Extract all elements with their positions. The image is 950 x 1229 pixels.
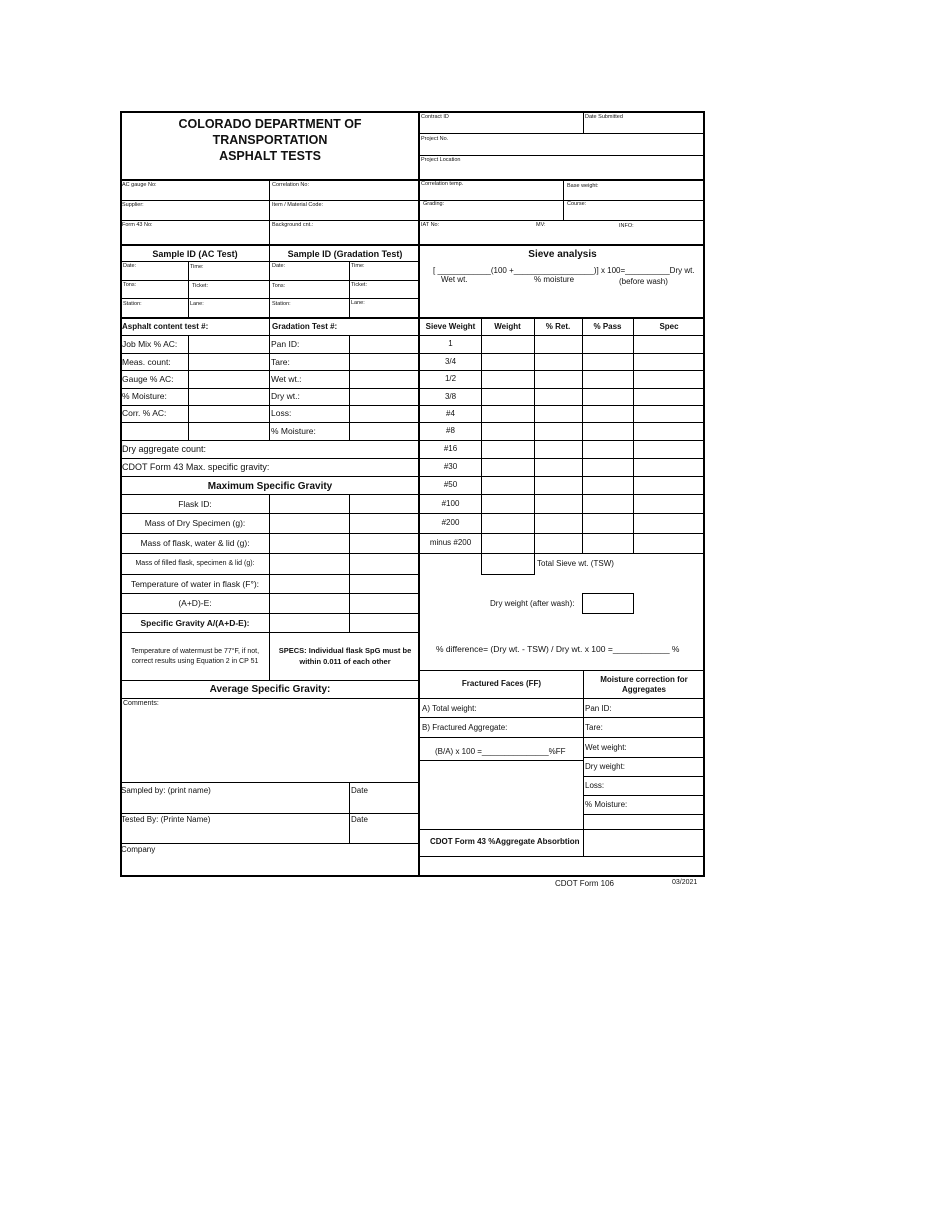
v-rule	[349, 494, 350, 632]
sieve-cell-input[interactable]	[482, 514, 533, 532]
max-sg-row-label: (A+D)-E:	[178, 598, 212, 608]
info-field[interactable]: INFO:	[619, 223, 634, 229]
gradation-row-label: Wet wt.:	[271, 374, 302, 384]
tested-date-label: Date	[351, 815, 368, 824]
moisture-correction-row-label: Dry weight:	[585, 762, 626, 771]
gradation-row-input[interactable]	[350, 354, 418, 370]
fractured-aggregate-label: B) Fractured Aggregate:	[422, 723, 508, 732]
h-rule	[419, 856, 705, 857]
sieve-cell-input[interactable]	[482, 389, 533, 404]
sieve-cell-input[interactable]	[583, 534, 632, 552]
grading-field[interactable]: Grading:	[423, 201, 445, 207]
sieve-cell-input[interactable]	[634, 371, 704, 387]
specs-note-line-2: within 0.011 of each other	[299, 657, 391, 666]
v-rule	[633, 593, 634, 613]
sieve-cell-input[interactable]	[535, 459, 581, 475]
sieve-size-label: #16	[443, 444, 458, 453]
sieve-cell-input[interactable]	[583, 406, 632, 421]
project-location-field[interactable]: Project Location	[421, 157, 461, 163]
asphalt-content-heading: Asphalt content test #:	[122, 322, 209, 331]
course-field[interactable]: Course:	[567, 201, 587, 207]
title-line-2: TRANSPORTATION	[212, 133, 328, 147]
max-sg-input-2[interactable]	[351, 554, 418, 573]
max-sg-row-label: Temperature of water in flask (F°):	[130, 578, 260, 589]
sieve-size-label: #50	[443, 480, 458, 489]
sieve-cell-input[interactable]	[583, 371, 632, 387]
moisture-correction-title	[583, 675, 705, 695]
gradation-heading: Gradation Test #:	[272, 322, 338, 331]
h-rule	[583, 795, 705, 796]
sieve-col-header: Weight	[494, 322, 521, 331]
sieve-col-header: % Pass	[593, 322, 622, 331]
gradation-row-label: Loss:	[271, 408, 292, 418]
sieve-size-label: 1/2	[444, 374, 457, 383]
sieve-cell-input[interactable]	[634, 534, 704, 552]
contract-id-field[interactable]: Contract ID	[421, 114, 449, 120]
gradation-row-input[interactable]	[350, 371, 418, 387]
moisture-correction-row-label: Wet weight:	[585, 743, 627, 752]
dry-after-wash-label: Dry weight (after wash):	[490, 599, 575, 608]
h-rule	[120, 843, 419, 844]
h-rule	[120, 782, 419, 783]
total-sieve-wt-input[interactable]	[482, 555, 535, 574]
h-rule	[481, 574, 535, 575]
grad-station-field[interactable]: Station:	[272, 301, 291, 307]
max-sg-input-2[interactable]	[351, 514, 418, 532]
ac-row-label: Job Mix % AC:	[122, 339, 178, 349]
title-line-1: COLORADO DEPARTMENT OF	[178, 117, 362, 131]
sieve-cell-input[interactable]	[634, 423, 704, 439]
max-sg-input-1[interactable]	[271, 554, 348, 573]
ac-lane-field[interactable]: Lane:	[190, 301, 204, 307]
sieve-cell-input[interactable]	[634, 477, 704, 493]
project-no-field[interactable]: Project No.	[421, 136, 449, 142]
sieve-size-label: #30	[443, 462, 458, 471]
sieve-cell-input[interactable]	[583, 441, 632, 457]
item-material-code-field[interactable]: Item / Material Code:	[272, 202, 324, 208]
wet-wt-label: Wet wt.	[441, 275, 468, 284]
background-cnt-field[interactable]: Background cnt.:	[272, 222, 314, 228]
ac-row-input[interactable]	[189, 371, 268, 387]
h-rule	[419, 553, 705, 554]
h-rule	[583, 776, 705, 777]
max-sg-row-label: Flask ID:	[178, 498, 212, 509]
grad-time-field[interactable]: Time:	[351, 263, 365, 269]
grad-tons-field[interactable]: Tons:	[272, 283, 286, 289]
dry-after-wash-input[interactable]	[583, 594, 633, 612]
sieve-cell-input[interactable]	[634, 495, 704, 512]
sieve-cell-input[interactable]	[535, 495, 581, 512]
max-sg-row-label: Mass of Dry Specimen (g):	[144, 518, 246, 528]
max-sg-input-2[interactable]	[351, 575, 418, 592]
total-weight-label: A) Total weight:	[422, 704, 477, 713]
sieve-analysis-title: Sieve analysis	[528, 249, 597, 260]
ac-row-label: Corr. % AC:	[122, 408, 167, 418]
sieve-cell-input[interactable]	[482, 371, 533, 387]
sieve-cell-input[interactable]	[535, 389, 581, 404]
grad-date-field[interactable]: Date:	[272, 263, 286, 269]
moisture-correction-row-label: Loss:	[585, 781, 605, 790]
ac-row-input[interactable]	[189, 388, 268, 404]
h-rule	[120, 476, 419, 477]
tested-by-label: Tested By: (Printe Name)	[121, 815, 211, 824]
temp-note	[120, 647, 270, 667]
sieve-size-label: 1	[448, 339, 453, 348]
specs-note-line-1: SPECS: Individual flask SpG must be	[278, 646, 412, 655]
sieve-cell-input[interactable]	[583, 354, 632, 369]
sieve-size-label: 3/8	[444, 391, 457, 401]
h-rule	[120, 317, 705, 319]
pct-difference-formula: % difference= (Dry wt. - TSW) / Dry wt. x 100 =____________ %	[436, 644, 680, 654]
form-revision: 03/2021	[672, 879, 698, 886]
temp-note-line-2: correct results using Equation 2 in CP 51	[131, 658, 259, 665]
comments-label: Comments:	[123, 700, 159, 707]
ac-gauge-no-field[interactable]: AC gauge No:	[122, 182, 157, 188]
sieve-cell-input[interactable]	[535, 534, 581, 552]
max-sg-input-2[interactable]	[351, 534, 418, 552]
sieve-cell-input[interactable]	[535, 423, 581, 439]
v-rule	[563, 180, 564, 200]
ac-ticket-field[interactable]: Ticket:	[192, 283, 208, 289]
h-rule	[419, 670, 705, 671]
sieve-size-label: #8	[446, 426, 455, 435]
gradation-row-label: Pan ID:	[271, 339, 300, 349]
sieve-cell-input[interactable]	[482, 423, 533, 439]
h-rule	[583, 737, 705, 738]
max-sg-input-2[interactable]	[351, 495, 418, 512]
sampled-by-label: Sampled by: (print name)	[121, 786, 211, 795]
sieve-cell-input[interactable]	[583, 495, 632, 512]
h-rule	[583, 757, 705, 758]
h-rule	[120, 680, 419, 681]
sieve-size-label: minus #200	[429, 538, 472, 547]
absorption-label: CDOT Form 43 %Aggregate Absorbtion	[430, 837, 580, 846]
max-sg-input-2[interactable]	[351, 594, 418, 612]
sieve-col-header: Sieve Weight	[425, 322, 476, 331]
max-sg-row-label: Specific Gravity A/(A+D-E):	[140, 617, 250, 628]
total-sieve-wt-label: Total Sieve wt. (TSW)	[537, 559, 614, 568]
title-line-3: ASPHALT TESTS	[219, 149, 321, 163]
comments-input[interactable]	[121, 708, 419, 782]
v-rule	[583, 111, 584, 133]
gradation-row-label: Tare:	[271, 357, 290, 367]
sieve-cell-input[interactable]	[634, 441, 704, 457]
sieve-formula: [ ____________(100 +__________________)] x 100=__________Dry wt.	[433, 266, 695, 275]
ac-row-input[interactable]	[189, 354, 268, 370]
gradation-row-label: Dry wt.:	[271, 391, 300, 401]
sieve-cell-input[interactable]	[482, 406, 533, 421]
sieve-col-header: Spec	[659, 322, 679, 331]
moisture-correction-row-label: Tare:	[585, 723, 603, 732]
gradation-row-input[interactable]	[350, 405, 418, 421]
h-rule	[419, 760, 583, 761]
sieve-cell-input[interactable]	[535, 477, 581, 493]
ac-time-field[interactable]: Time:	[190, 264, 204, 270]
sieve-size-label: #200	[441, 518, 460, 527]
h-rule	[582, 613, 634, 614]
average-sg-label: Average Specific Gravity:	[209, 684, 331, 695]
sieve-cell-input[interactable]	[482, 477, 533, 493]
specs-note	[270, 645, 420, 667]
pct-moisture-label: % moisture	[534, 275, 575, 284]
max-sg-row-label: Mass of filled flask, specimen & lid (g):	[135, 559, 255, 567]
sieve-size-label: #100	[441, 498, 460, 508]
sieve-cell-input[interactable]	[482, 459, 533, 475]
ac-row-input[interactable]	[189, 336, 268, 352]
sieve-cell-input[interactable]	[482, 534, 533, 552]
sieve-size-label: #4	[446, 408, 455, 418]
sieve-size-label: 3/4	[444, 356, 457, 366]
sieve-cell-input[interactable]	[535, 441, 581, 457]
sieve-cell-input[interactable]	[583, 514, 632, 532]
sieve-cell-input[interactable]	[535, 336, 581, 352]
temp-note-line-1: Temperature of watermust be 77°F, if not,	[130, 648, 260, 655]
h-rule	[419, 717, 705, 718]
sieve-cell-input[interactable]	[482, 354, 533, 369]
v-rule	[349, 782, 350, 843]
base-weight-field[interactable]: Base weight:	[567, 183, 599, 189]
gradation-row-input[interactable]	[350, 336, 418, 352]
h-rule	[120, 698, 419, 699]
sieve-cell-input[interactable]	[535, 406, 581, 421]
h-rule	[120, 179, 705, 181]
gradation-row-input[interactable]	[350, 388, 418, 404]
sample-ac-title: Sample ID (AC Test)	[152, 249, 238, 259]
h-rule	[120, 200, 705, 201]
sieve-cell-input[interactable]	[535, 354, 581, 369]
max-sg-input-1[interactable]	[271, 514, 348, 532]
sieve-cell-input[interactable]	[583, 336, 632, 352]
max-sg-input-2[interactable]	[351, 614, 418, 631]
gradation-row-input[interactable]	[350, 423, 418, 439]
sieve-cell-input[interactable]	[634, 354, 704, 369]
h-rule	[419, 698, 705, 699]
max-sg-input-1[interactable]	[271, 534, 348, 552]
sieve-cell-input[interactable]	[583, 459, 632, 475]
ac-tons-field[interactable]: Tons:	[123, 282, 137, 288]
sieve-cell-input[interactable]	[634, 459, 704, 475]
form-name: CDOT Form 106	[555, 879, 614, 888]
h-rule	[419, 155, 705, 156]
mv-field[interactable]: MV:	[536, 222, 546, 228]
form43-no-field[interactable]: Form 43 No:	[122, 222, 153, 228]
fractured-faces-title: Fractured Faces (FF)	[461, 679, 542, 688]
h-rule	[120, 458, 419, 459]
h-rule	[120, 813, 419, 814]
h-rule	[419, 133, 705, 134]
sieve-cell-input[interactable]	[482, 336, 533, 352]
grad-ticket-field[interactable]: Ticket:	[351, 282, 367, 288]
max-sg-input-1[interactable]	[271, 594, 348, 612]
supplier-field[interactable]: Supplier:	[122, 202, 144, 208]
h-rule	[120, 440, 419, 441]
v-rule	[349, 261, 350, 318]
v-rule	[188, 261, 189, 318]
sieve-cell-input[interactable]	[482, 441, 533, 457]
absorption-input[interactable]	[583, 829, 705, 856]
moisture-correction-line-1: Moisture correction for	[600, 675, 688, 684]
moisture-correction-line-2: Aggregates	[621, 685, 666, 694]
gradation-row-label: % Moisture:	[271, 426, 316, 436]
before-wash-label: (before wash)	[619, 277, 668, 286]
sieve-cell-input[interactable]	[634, 406, 704, 421]
sieve-col-header: % Ret.	[545, 322, 571, 331]
dry-aggregate-count-label: Dry aggregate count:	[122, 444, 207, 454]
ac-row-label: % Moisture:	[122, 391, 167, 401]
h-rule	[583, 814, 705, 815]
moisture-correction-row-label: Pan ID:	[585, 704, 612, 713]
max-sg-label: CDOT Form 43 Max. specific gravity:	[122, 462, 270, 472]
max-sg-title: Maximum Specific Gravity	[207, 481, 333, 492]
sieve-cell-input[interactable]	[583, 477, 632, 493]
h-rule	[120, 220, 705, 221]
ac-row-label: Meas. count:	[122, 357, 171, 367]
v-rule	[269, 180, 270, 245]
company-label: Company	[121, 845, 156, 854]
sieve-cell-input[interactable]	[634, 336, 704, 352]
sieve-cell-input[interactable]	[535, 371, 581, 387]
max-sg-input-1[interactable]	[271, 614, 348, 631]
correlation-temp-field[interactable]: Correlation temp.	[421, 181, 464, 187]
sieve-cell-input[interactable]	[634, 514, 704, 532]
max-sg-input-1[interactable]	[271, 575, 348, 592]
sample-gradation-title: Sample ID (Gradation Test)	[287, 249, 403, 259]
max-sg-input-1[interactable]	[271, 495, 348, 512]
ac-row-input[interactable]	[189, 405, 268, 421]
v-rule	[269, 318, 270, 440]
correlation-no-field[interactable]: Correlation No:	[272, 182, 309, 188]
moisture-correction-row-label: % Moisture:	[585, 800, 628, 809]
ff-formula: (B/A) x 100 =_______________%FF	[435, 747, 566, 756]
date-submitted-field[interactable]: Date Submitted	[585, 114, 623, 120]
sieve-cell-input[interactable]	[634, 389, 704, 404]
v-rule	[563, 200, 564, 220]
sieve-cell-input[interactable]	[583, 423, 632, 439]
sieve-cell-input[interactable]	[583, 389, 632, 404]
sieve-cell-input[interactable]	[535, 514, 581, 532]
grad-lane-field[interactable]: Lane:	[351, 300, 365, 306]
sieve-cell-input[interactable]	[482, 495, 533, 512]
iat-no-field[interactable]: IAT No:	[421, 222, 440, 228]
h-rule	[120, 244, 705, 246]
sampled-date-label: Date	[351, 786, 368, 795]
ac-date-field[interactable]: Date:	[123, 263, 137, 269]
ac-row-label: Gauge % AC:	[122, 374, 174, 384]
max-sg-row-label: Mass of flask, water & lid (g):	[140, 538, 250, 548]
ac-station-field[interactable]: Station:	[123, 301, 142, 307]
